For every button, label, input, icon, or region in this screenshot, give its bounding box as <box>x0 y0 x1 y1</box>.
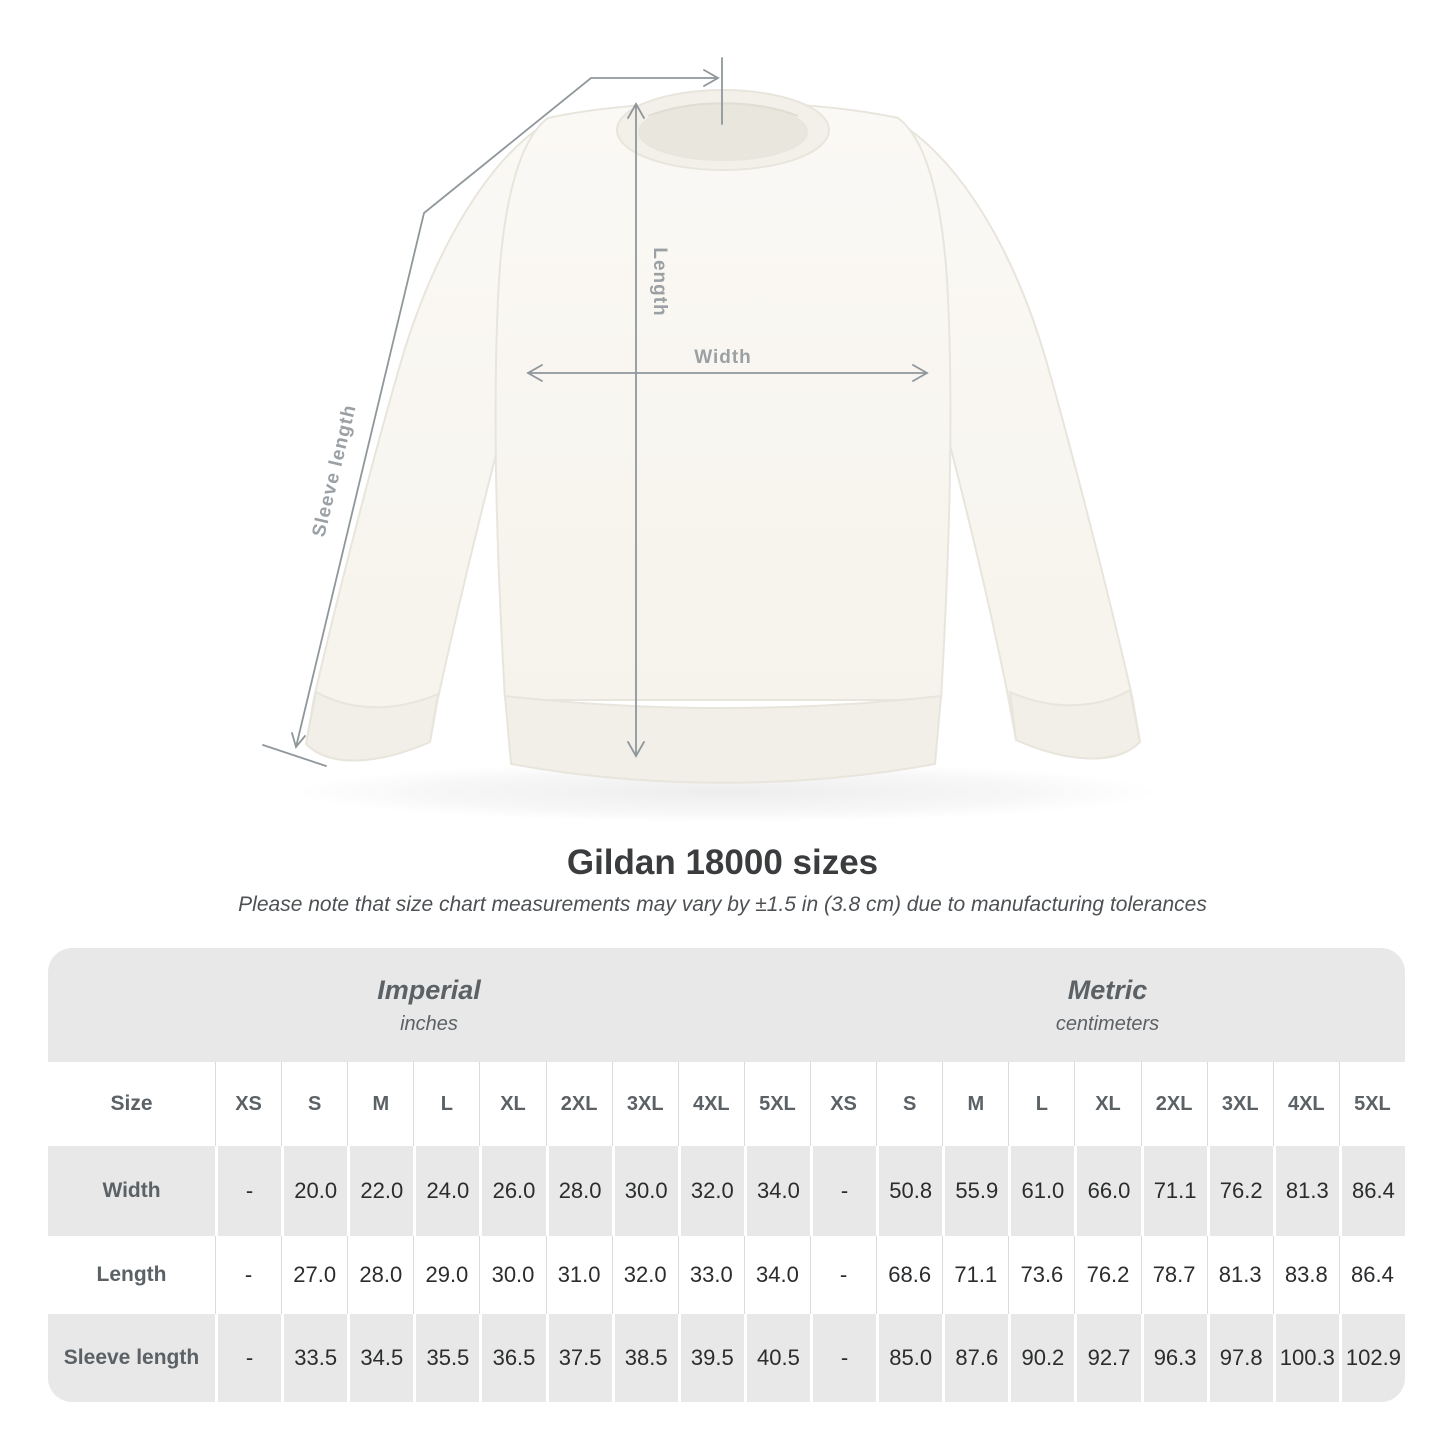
size-column-header: M <box>942 1062 1008 1146</box>
table-cell: 76.2 <box>1207 1146 1273 1236</box>
row-label: Width <box>48 1146 215 1236</box>
table-cell: 76.2 <box>1074 1236 1140 1314</box>
row-label: Length <box>96 1263 167 1286</box>
size-column-header: 3XL <box>1207 1062 1273 1146</box>
unit-group-name: Metric <box>1067 974 1148 1005</box>
table-cell: 38.5 <box>612 1314 678 1402</box>
table-cell: 30.0 <box>612 1146 678 1236</box>
unit-group-imperial <box>48 948 810 1062</box>
table-cell: 50.8 <box>876 1146 942 1236</box>
size-column-header: S <box>281 1062 347 1146</box>
size-column-header: S <box>876 1062 942 1146</box>
table-cell: 71.1 <box>1141 1146 1207 1236</box>
size-column-header: 4XL <box>678 1062 744 1146</box>
size-corner-header: Size <box>110 1092 153 1115</box>
size-table <box>48 948 1405 1402</box>
table-cell: - <box>215 1236 281 1314</box>
unit-group-unit: inches <box>400 1012 458 1035</box>
table-cell: 86.4 <box>1339 1236 1405 1314</box>
table-cell: 87.6 <box>942 1314 1008 1402</box>
table-cell: 96.3 <box>1141 1314 1207 1402</box>
table-cell: 97.8 <box>1207 1314 1273 1402</box>
table-cell: - <box>810 1236 876 1314</box>
table-cell: 33.5 <box>281 1314 347 1402</box>
table-cell: - <box>215 1146 281 1236</box>
table-cell: 83.8 <box>1273 1236 1339 1314</box>
table-cell: 29.0 <box>413 1236 479 1314</box>
size-column-header: M <box>347 1062 413 1146</box>
table-cell: 20.0 <box>281 1146 347 1236</box>
table-cell: 68.6 <box>876 1236 942 1314</box>
width-label: Width <box>694 347 752 368</box>
table-cell: 34.5 <box>347 1314 413 1402</box>
table-cell: 32.0 <box>678 1146 744 1236</box>
table-cell: 34.0 <box>744 1146 810 1236</box>
row-label: Sleeve length <box>48 1314 215 1402</box>
unit-group-unit: centimeters <box>1055 1012 1160 1035</box>
table-cell: 81.3 <box>1273 1146 1339 1236</box>
size-column-header: XL <box>1074 1062 1140 1146</box>
table-cell: 86.4 <box>1339 1146 1405 1236</box>
table-cell: 35.5 <box>413 1314 479 1402</box>
table-cell: 40.5 <box>744 1314 810 1402</box>
table-cell: 37.5 <box>546 1314 612 1402</box>
unit-group-metric <box>810 948 1405 1062</box>
table-cell: 22.0 <box>347 1146 413 1236</box>
size-column-header: 3XL <box>612 1062 678 1146</box>
table-cell: 30.0 <box>479 1236 545 1314</box>
table-cell: 102.9 <box>1339 1314 1405 1402</box>
table-cell: 71.1 <box>942 1236 1008 1314</box>
unit-group-name: Imperial <box>377 974 481 1005</box>
table-cell: 34.0 <box>744 1236 810 1314</box>
table-cell: - <box>810 1146 876 1236</box>
table-cell: - <box>215 1314 281 1402</box>
table-cell: 31.0 <box>546 1236 612 1314</box>
table-cell: - <box>810 1314 876 1402</box>
page-title: Gildan 18000 sizes <box>566 843 879 882</box>
size-column-header: 4XL <box>1273 1062 1339 1146</box>
table-cell: 61.0 <box>1008 1146 1074 1236</box>
size-column-header: XL <box>479 1062 545 1146</box>
table-cell: 55.9 <box>942 1146 1008 1236</box>
size-column-header: 5XL <box>744 1062 810 1146</box>
table-cell: 32.0 <box>612 1236 678 1314</box>
size-column-header: 5XL <box>1339 1062 1405 1146</box>
table-cell: 66.0 <box>1074 1146 1140 1236</box>
sleeve-length-label: Sleeve length <box>308 402 361 540</box>
table-cell: 24.0 <box>413 1146 479 1236</box>
size-column-header: 2XL <box>1141 1062 1207 1146</box>
table-cell: 92.7 <box>1074 1314 1140 1402</box>
table-cell: 90.2 <box>1008 1314 1074 1402</box>
length-label: Length <box>649 247 670 317</box>
size-column-header: L <box>413 1062 479 1146</box>
table-cell: 81.3 <box>1207 1236 1273 1314</box>
tolerance-note: Please note that size chart measurements may vary by ±1.5 in (3.8 cm) due to manufacturing tolerances <box>238 893 1207 916</box>
size-column-header: L <box>1008 1062 1074 1146</box>
sweatshirt-shape <box>306 90 1140 783</box>
table-cell: 33.0 <box>678 1236 744 1314</box>
table-cell: 100.3 <box>1273 1314 1339 1402</box>
table-cell: 85.0 <box>876 1314 942 1402</box>
table-cell: 27.0 <box>281 1236 347 1314</box>
table-cell: 26.0 <box>479 1146 545 1236</box>
table-cell: 28.0 <box>347 1236 413 1314</box>
table-cell: 28.0 <box>546 1146 612 1236</box>
table-cell: 73.6 <box>1008 1236 1074 1314</box>
size-column-header: 2XL <box>546 1062 612 1146</box>
table-cell: 39.5 <box>678 1314 744 1402</box>
table-cell: 36.5 <box>479 1314 545 1402</box>
size-column-header: XS <box>215 1062 281 1146</box>
size-column-header: XS <box>810 1062 876 1146</box>
table-cell: 78.7 <box>1141 1236 1207 1314</box>
